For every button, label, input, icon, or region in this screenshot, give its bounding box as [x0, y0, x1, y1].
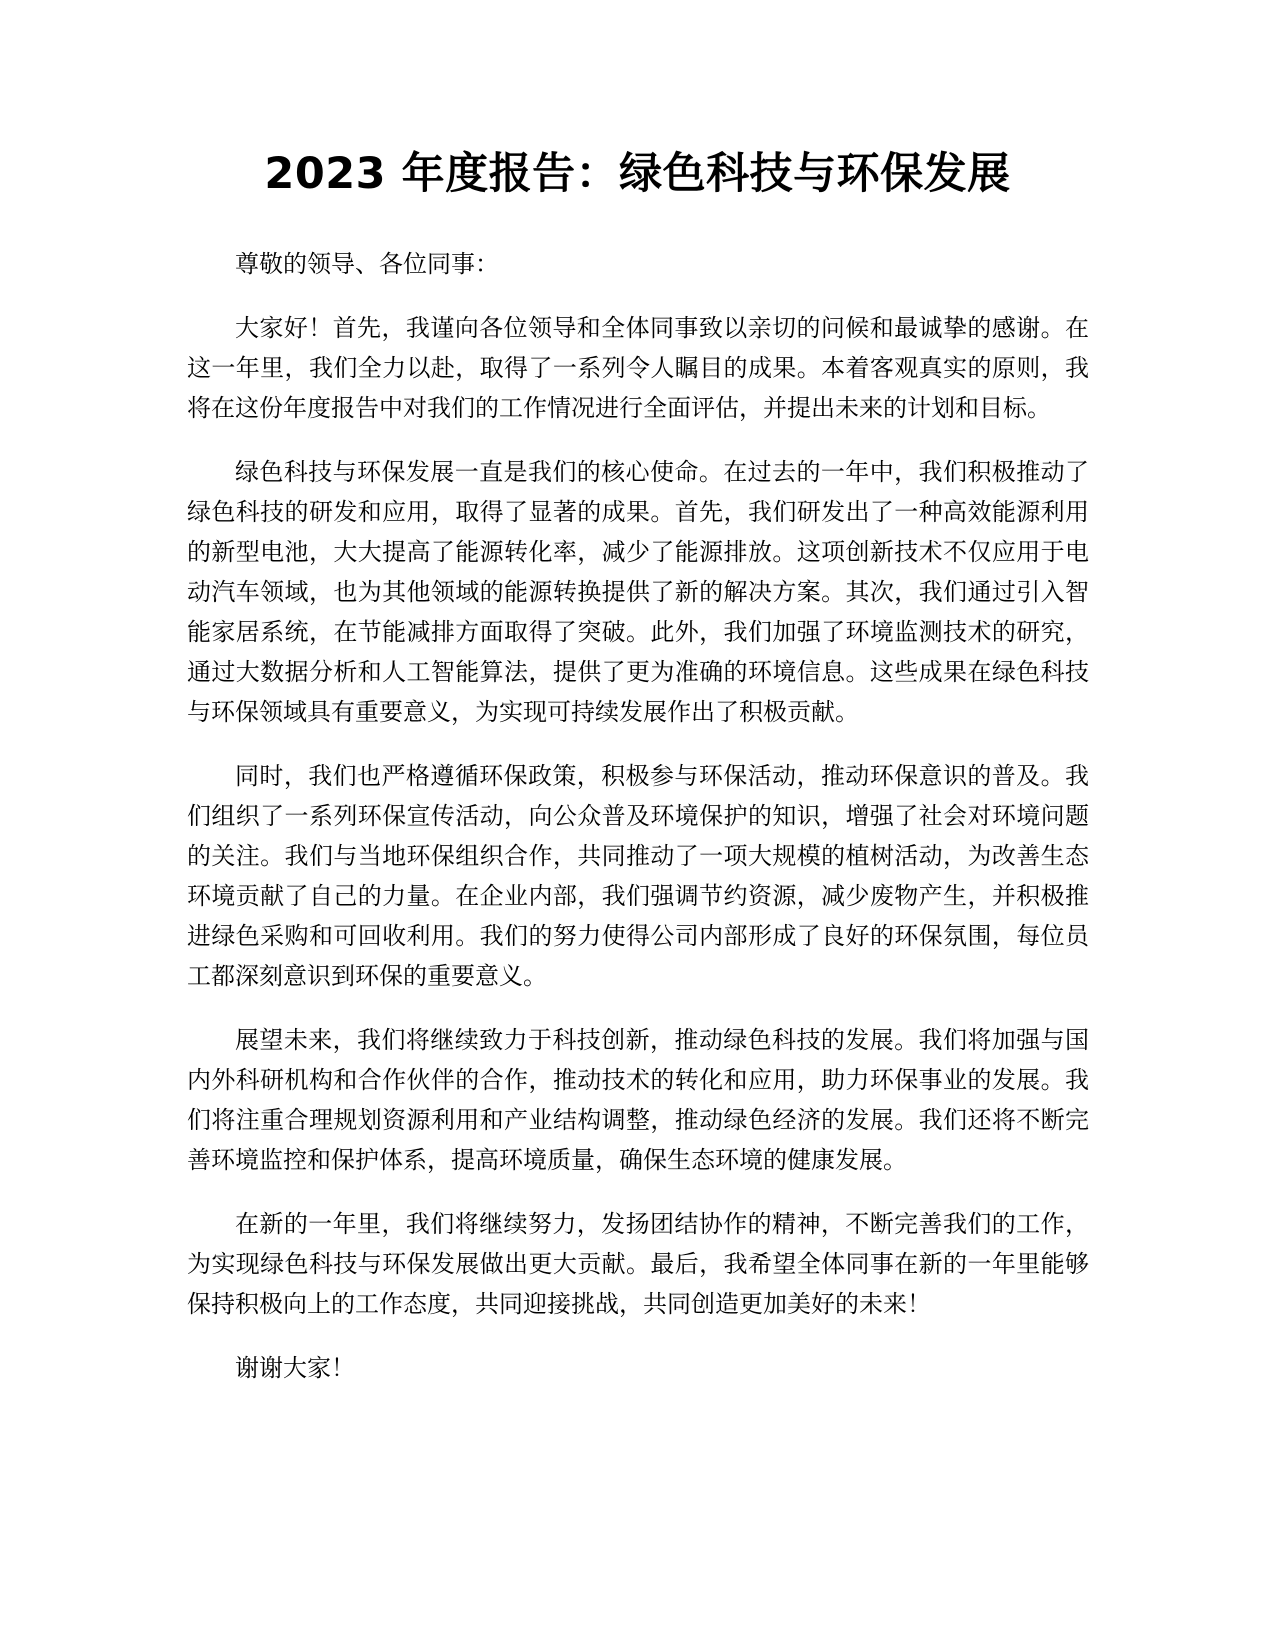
document-body	[187, 244, 1089, 1388]
paragraph-environmental-policy: 同时，我们也严格遵循环保政策，积极参与环保活动，推动环保意识的普及。我们组织了一系列环保宣传活动，向公众普及环境保护的知识，增强了社会对环境问题的关注。我们与当地环保组织合作，共同推动了一项大规模的植树活动，为改善生态环境贡献了自己的力量。在企业内部，我们强调节约资源，减少废物产生，并积极推进绿色采购和可回收利用。我们的努力使得公司内部形成了良好的环保氛围，每位员工都深刻意识到环保的重要意义。	[187, 762, 1089, 990]
closing-thanks: 谢谢大家！	[235, 1354, 355, 1382]
salutation: 尊敬的领导、各位同事：	[235, 250, 499, 278]
paragraph-outlook: 展望未来，我们将继续致力于科技创新，推动绿色科技的发展。我们将加强与国内外科研机构和合作伙伴的合作，推动技术的转化和应用，助力环保事业的发展。我们将注重合理规划资源利用和产业结构调整，推动绿色经济的发展。我们还将不断完善环境监控和保护体系，提高环境质量，确保生态环境的健康发展。	[187, 1026, 1089, 1174]
document-title: 2023 年度报告：绿色科技与环保发展	[264, 149, 1011, 199]
paragraph-green-tech: 绿色科技与环保发展一直是我们的核心使命。在过去的一年中，我们积极推动了绿色科技的研发和应用，取得了显著的成果。首先，我们研发出了一种高效能源利用的新型电池，大大提高了能源转化率，减少了能源排放。这项创新技术不仅应用于电动汽车领域，也为其他领域的能源转换提供了新的解决方案。其次，我们通过引入智能家居系统，在节能减排方面取得了突破。此外，我们加强了环境监测技术的研究，通过大数据分析和人工智能算法，提供了更为准确的环境信息。这些成果在绿色科技与环保领域具有重要意义，为实现可持续发展作出了积极贡献。	[187, 458, 1089, 726]
paragraph-new-year: 在新的一年里，我们将继续努力，发扬团结协作的精神，不断完善我们的工作，为实现绿色科技与环保发展做出更大贡献。最后，我希望全体同事在新的一年里能够保持积极向上的工作态度，共同迎接挑战，共同创造更加美好的未来！	[187, 1210, 1089, 1318]
paragraph-greeting: 大家好！首先，我谨向各位领导和全体同事致以亲切的问候和最诚挚的感谢。在这一年里，我们全力以赴，取得了一系列令人瞩目的成果。本着客观真实的原则，我将在这份年度报告中对我们的工作情况进行全面评估，并提出未来的计划和目标。	[187, 314, 1089, 422]
